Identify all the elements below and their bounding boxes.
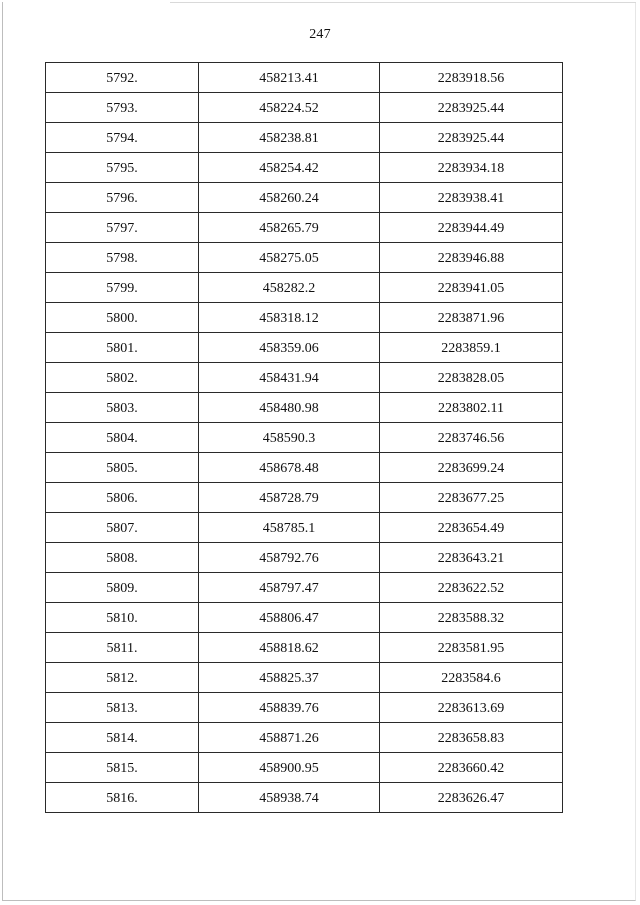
point-number-cell: 5810. [46, 603, 199, 633]
point-number-cell: 5811. [46, 633, 199, 663]
table-row [46, 663, 563, 693]
point-number-cell: 5804. [46, 423, 199, 453]
x-coordinate-cell: 458728.79 [199, 483, 380, 513]
x-coordinate-cell: 458265.79 [199, 213, 380, 243]
y-coordinate-cell: 2283925.44 [380, 93, 563, 123]
point-number-cell: 5799. [46, 273, 199, 303]
table-row [46, 453, 563, 483]
point-number-cell: 5793. [46, 93, 199, 123]
y-coordinate-cell: 2283802.11 [380, 393, 563, 423]
x-coordinate-cell: 458792.76 [199, 543, 380, 573]
table-row [46, 393, 563, 423]
y-coordinate-cell: 2283946.88 [380, 243, 563, 273]
y-coordinate-cell: 2283859.1 [380, 333, 563, 363]
table-row [46, 303, 563, 333]
point-number-cell: 5802. [46, 363, 199, 393]
x-coordinate-cell: 458224.52 [199, 93, 380, 123]
x-coordinate-cell: 458806.47 [199, 603, 380, 633]
x-coordinate-cell: 458282.2 [199, 273, 380, 303]
table-row [46, 243, 563, 273]
point-number-cell: 5798. [46, 243, 199, 273]
point-number-cell: 5814. [46, 723, 199, 753]
x-coordinate-cell: 458318.12 [199, 303, 380, 333]
x-coordinate-cell: 458213.41 [199, 63, 380, 93]
x-coordinate-cell: 458900.95 [199, 753, 380, 783]
y-coordinate-cell: 2283934.18 [380, 153, 563, 183]
coordinates-table-body [46, 63, 563, 813]
x-coordinate-cell: 458359.06 [199, 333, 380, 363]
y-coordinate-cell: 2283622.52 [380, 573, 563, 603]
point-number-cell: 5806. [46, 483, 199, 513]
table-row [46, 603, 563, 633]
y-coordinate-cell: 2283871.96 [380, 303, 563, 333]
point-number-cell: 5795. [46, 153, 199, 183]
point-number-cell: 5794. [46, 123, 199, 153]
table-row [46, 123, 563, 153]
point-number-cell: 5812. [46, 663, 199, 693]
x-coordinate-cell: 458275.05 [199, 243, 380, 273]
table-row [46, 693, 563, 723]
x-coordinate-cell: 458839.76 [199, 693, 380, 723]
y-coordinate-cell: 2283660.42 [380, 753, 563, 783]
table-row [46, 483, 563, 513]
point-number-cell: 5816. [46, 783, 199, 813]
y-coordinate-cell: 2283581.95 [380, 633, 563, 663]
x-coordinate-cell: 458797.47 [199, 573, 380, 603]
x-coordinate-cell: 458238.81 [199, 123, 380, 153]
table-row [46, 723, 563, 753]
y-coordinate-cell: 2283938.41 [380, 183, 563, 213]
x-coordinate-cell: 458590.3 [199, 423, 380, 453]
y-coordinate-cell: 2283918.56 [380, 63, 563, 93]
table-row [46, 543, 563, 573]
x-coordinate-cell: 458260.24 [199, 183, 380, 213]
x-coordinate-cell: 458785.1 [199, 513, 380, 543]
x-coordinate-cell: 458678.48 [199, 453, 380, 483]
table-row [46, 783, 563, 813]
x-coordinate-cell: 458825.37 [199, 663, 380, 693]
y-coordinate-cell: 2283944.49 [380, 213, 563, 243]
table-row [46, 573, 563, 603]
page-number: 247 [309, 27, 331, 42]
table-row [46, 513, 563, 543]
y-coordinate-cell: 2283677.25 [380, 483, 563, 513]
y-coordinate-cell: 2283613.69 [380, 693, 563, 723]
table-row [46, 633, 563, 663]
table-row [46, 183, 563, 213]
y-coordinate-cell: 2283746.56 [380, 423, 563, 453]
point-number-cell: 5815. [46, 753, 199, 783]
x-coordinate-cell: 458938.74 [199, 783, 380, 813]
y-coordinate-cell: 2283626.47 [380, 783, 563, 813]
table-row [46, 423, 563, 453]
y-coordinate-cell: 2283584.6 [380, 663, 563, 693]
x-coordinate-cell: 458871.26 [199, 723, 380, 753]
table-row [46, 273, 563, 303]
x-coordinate-cell: 458818.62 [199, 633, 380, 663]
point-number-cell: 5801. [46, 333, 199, 363]
y-coordinate-cell: 2283588.32 [380, 603, 563, 633]
table-row [46, 363, 563, 393]
point-number-cell: 5792. [46, 63, 199, 93]
point-number-cell: 5800. [46, 303, 199, 333]
table-row [46, 753, 563, 783]
table-row [46, 213, 563, 243]
x-coordinate-cell: 458254.42 [199, 153, 380, 183]
point-number-cell: 5808. [46, 543, 199, 573]
coordinates-table [45, 62, 563, 813]
y-coordinate-cell: 2283699.24 [380, 453, 563, 483]
point-number-cell: 5807. [46, 513, 199, 543]
x-coordinate-cell: 458431.94 [199, 363, 380, 393]
point-number-cell: 5796. [46, 183, 199, 213]
page-top-edge [170, 2, 636, 3]
table-row [46, 63, 563, 93]
y-coordinate-cell: 2283658.83 [380, 723, 563, 753]
y-coordinate-cell: 2283925.44 [380, 123, 563, 153]
point-number-cell: 5803. [46, 393, 199, 423]
y-coordinate-cell: 2283828.05 [380, 363, 563, 393]
y-coordinate-cell: 2283654.49 [380, 513, 563, 543]
point-number-cell: 5797. [46, 213, 199, 243]
table-row [46, 333, 563, 363]
point-number-cell: 5813. [46, 693, 199, 723]
point-number-cell: 5809. [46, 573, 199, 603]
x-coordinate-cell: 458480.98 [199, 393, 380, 423]
point-number-cell: 5805. [46, 453, 199, 483]
y-coordinate-cell: 2283941.05 [380, 273, 563, 303]
table-row [46, 93, 563, 123]
table-row [46, 153, 563, 183]
y-coordinate-cell: 2283643.21 [380, 543, 563, 573]
